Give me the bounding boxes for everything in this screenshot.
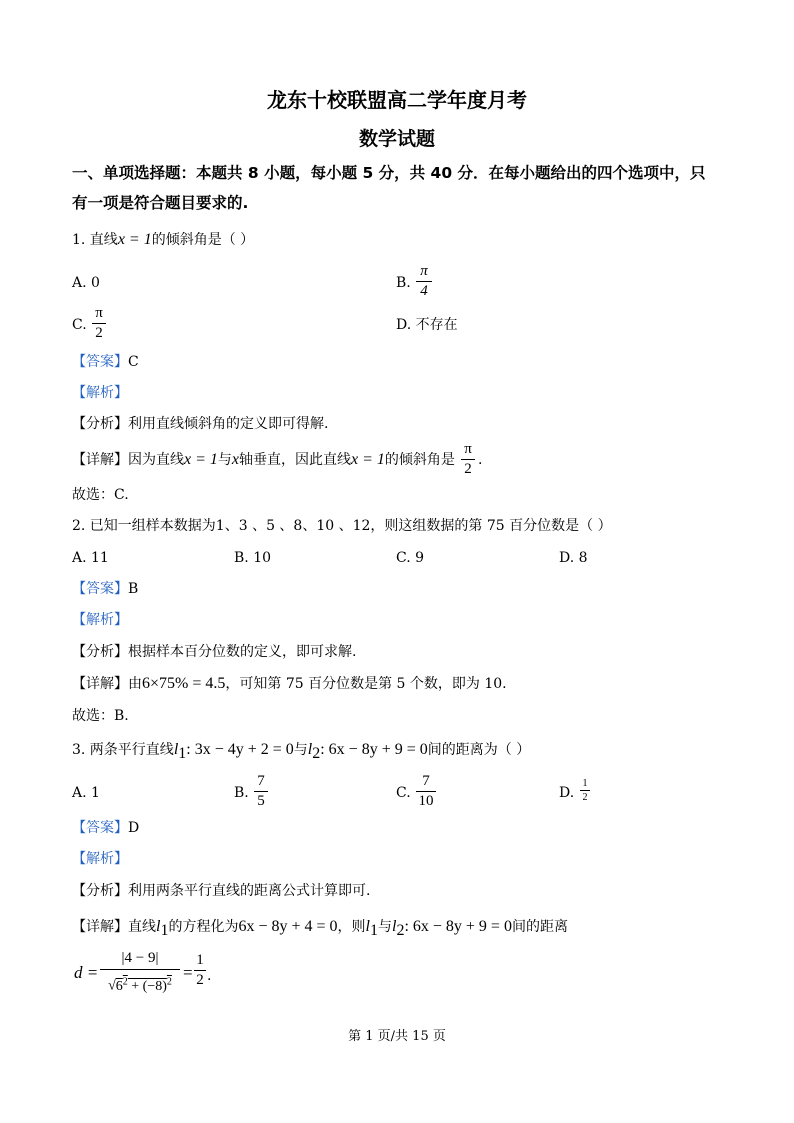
q1-option-d: D. 不存在 [396, 317, 458, 333]
q3-formula-num: |4 − 9| [121, 950, 159, 966]
q1-detail-eq2: x = 1 [351, 451, 385, 468]
q3-detail-l1: l [156, 918, 161, 935]
q2-option-d: D. 8 [559, 550, 588, 566]
q1-option-b-num: π [420, 263, 428, 279]
q3-option-c-fraction [416, 773, 436, 810]
q2-option-b: B. 10 [234, 550, 272, 566]
q1-detail-d: 的倾斜角是 [384, 452, 455, 468]
q1-option-c-den: 2 [95, 325, 103, 341]
q3-answer-value: D [128, 820, 140, 836]
q3-detail-l1b: l [365, 918, 370, 935]
q3-detail-e: 间的距离 [511, 919, 568, 935]
q3-detail-l2: l [391, 918, 397, 935]
q3-option-c-label: C. [396, 785, 411, 801]
q1-fenxi-text: 利用直线倾斜角的定义即可得解. [128, 416, 329, 432]
q3-option-c-num: 7 [422, 773, 430, 789]
q3-formula-fraction [100, 948, 180, 998]
q1-option-b-den: 4 [420, 283, 428, 299]
q3-l1: l [173, 741, 179, 758]
detail-label: 【详解】 [72, 676, 128, 692]
section-heading-line2: 有一项是符合题目要求的. [72, 194, 249, 212]
q3-option-b-fraction [254, 773, 268, 810]
q3-formula-den-a: 6 [115, 978, 123, 994]
q1-option-b-fraction [416, 263, 432, 300]
q3-formula-eq: = [183, 963, 193, 982]
fenxi-label: 【分析】 [72, 883, 128, 899]
q1-option-c-num: π [95, 305, 103, 321]
q3-prefix: 3. 两条平行直线 [72, 742, 174, 758]
answer-label: 【答案】 [72, 581, 128, 597]
q3-formula-den-b: + (−8) [127, 978, 167, 994]
q2-fenxi-text: 根据样本百分位数的定义，即可求解. [128, 644, 357, 660]
q3-l1-sub: 1 [178, 744, 187, 762]
q1-detail-b: 与 [217, 452, 232, 468]
q3-eq1: : 3x − 4y + 2 = 0 [186, 741, 294, 758]
q3-suffix: 间的距离为（ ） [427, 742, 531, 758]
q3-option-b-label: B. [234, 785, 249, 801]
q2-choice: 故选：B. [72, 708, 129, 724]
q1-detail-eq1: x = 1 [184, 451, 218, 468]
fenxi-label: 【分析】 [72, 416, 128, 432]
q1-option-b-label: B. [396, 275, 411, 291]
q1-detail-num: π [464, 441, 472, 457]
q3-formula-lhs: d = [74, 963, 99, 982]
q2-stem: 2. 已知一组样本数据为1、3 、5 、8、10 、12，则这组数据的第 75 百分位数是（ ） [72, 518, 612, 534]
fenxi-label: 【分析】 [72, 644, 128, 660]
q3-option-c-den: 10 [418, 793, 434, 809]
q3-formula-den-sup1: 2 [122, 976, 128, 987]
q3-detail-l1b-sub: 1 [369, 921, 378, 939]
q3-detail-a: 直线 [128, 919, 156, 935]
q2-option-c: C. 9 [396, 550, 425, 566]
q3-formula-end: . [207, 968, 212, 984]
q1-detail-x: x [231, 451, 240, 468]
q1-detail-a: 因为直线 [128, 452, 184, 468]
q3-formula-res-num: 1 [196, 952, 204, 968]
q3-eq2: : 6x − 8y + 9 = 0 [320, 741, 428, 758]
q3-answer [72, 818, 139, 838]
q1-option-c-label: C. [72, 317, 87, 333]
q1-choice: 故选：C. [72, 487, 129, 503]
q3-formula-res-den: 2 [196, 972, 204, 988]
q2-detail-eq: 6×75% = 4.5 [142, 675, 226, 692]
q2-detail-b: ，可知第 75 百分位数是第 5 个数，即为 10. [225, 676, 507, 692]
page-footer: 第 1 页/共 15 页 [348, 1029, 446, 1044]
exam-title: 龙东十校联盟高二学年度月考 [267, 88, 527, 112]
q3-detail-eq: 6x − 8y + 4 = 0 [238, 918, 338, 935]
q1-prefix: 1. 直线 [72, 232, 118, 248]
q3-detail-c: ，则 [337, 919, 366, 935]
exam-subtitle: 数学试题 [358, 128, 435, 150]
q3-formula-result [194, 952, 206, 989]
answer-label: 【答案】 [72, 354, 128, 370]
q3-detail-b: 的方程化为 [168, 919, 239, 935]
q3-option-a: A. 1 [72, 785, 100, 801]
q2-option-a: A. 11 [72, 550, 109, 566]
q3-l2: l [307, 741, 313, 758]
q3-stem [72, 740, 530, 764]
q1-suffix: 的倾斜角是（ ） [151, 232, 255, 248]
detail-label: 【详解】 [72, 919, 128, 935]
q3-l2-sub: 2 [312, 744, 321, 762]
q1-answer [72, 352, 139, 372]
q3-detail-eq2: : 6x − 8y + 9 = 0 [404, 918, 512, 935]
q2-analysis-label [72, 610, 128, 630]
q1-detail-den: 2 [464, 461, 472, 477]
q3-mid: 与 [293, 742, 308, 758]
q3-formula-den-sup2: 2 [166, 976, 172, 987]
q3-detail-d: 与 [377, 919, 392, 935]
q3-option-b-num: 7 [257, 773, 265, 789]
analysis-label: 【解析】 [72, 851, 128, 867]
q3-analysis-label [72, 849, 128, 869]
q2-detail-a: 由 [128, 676, 142, 692]
q3-option-d-num: 1 [582, 778, 588, 789]
analysis-label: 【解析】 [72, 612, 128, 628]
answer-label: 【答案】 [72, 820, 128, 836]
q3-detail-l1-sub: 1 [160, 921, 169, 939]
q1-detail-end: . [478, 452, 483, 468]
q1-fenxi [72, 414, 328, 434]
q2-detail [72, 674, 507, 694]
q2-answer [72, 579, 138, 599]
q1-detail-fraction [461, 441, 475, 478]
q1-answer-value: C [128, 354, 139, 370]
q3-option-d-label: D. [559, 785, 575, 801]
q1-detail-c: 轴垂直，因此直线 [239, 452, 352, 468]
analysis-label: 【解析】 [72, 385, 128, 401]
q3-detail-l2-sub: 2 [396, 921, 405, 939]
q2-answer-value: B [128, 581, 139, 597]
q1-stem [72, 230, 254, 250]
q3-formula-den: $√6^2 + (-8)^2$ [108, 976, 172, 994]
detail-label: 【详解】 [72, 452, 128, 468]
q2-fenxi [72, 642, 356, 662]
q1-equation: x = 1 [117, 231, 152, 248]
q3-option-d-den: 2 [582, 792, 588, 803]
q1-analysis-label [72, 383, 128, 403]
q3-detail [72, 917, 568, 941]
q3-fenxi [72, 881, 370, 901]
q3-fenxi-text: 利用两条平行直线的距离公式计算即可. [128, 883, 371, 899]
q1-detail [72, 450, 455, 470]
q3-option-d-fraction [580, 778, 590, 803]
q1-option-c-fraction [92, 305, 106, 342]
q1-option-a: A. 0 [72, 275, 100, 291]
q3-option-b-den: 5 [257, 793, 265, 809]
section-heading-line1: 一、单项选择题：本题共 8 小题，每小题 5 分，共 40 分．在每小题给出的四个选项中，只 [72, 164, 706, 182]
